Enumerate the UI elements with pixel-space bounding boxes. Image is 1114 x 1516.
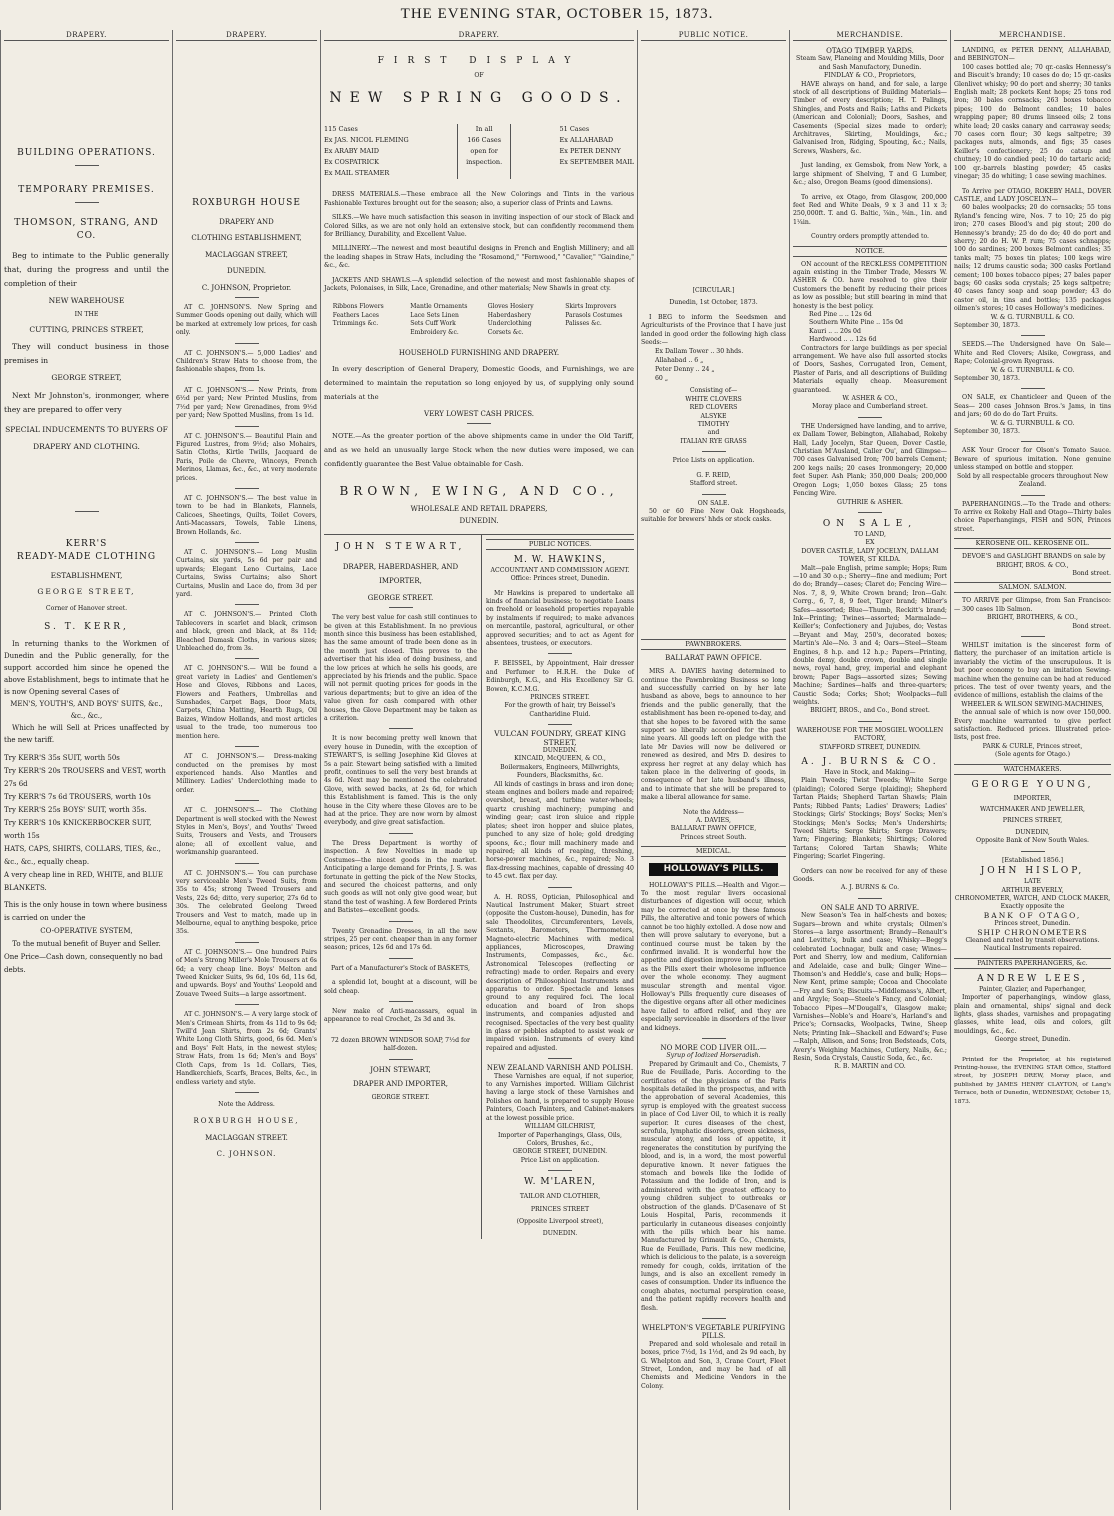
ad-line: BRIGHT, BROS. & CO., — [996, 561, 1069, 569]
ad-line: MACLAGGAN STREET, — [205, 250, 288, 259]
ad-line: PRINCES STREET, — [1002, 817, 1063, 825]
ad-body: In returning thanks to the Workmen of Dunedin and the Public generally, for the support accorded him since he opened the above Establishment, begs to intimate that he is now Opening several Cases of — [4, 640, 169, 697]
shipment-line: Ex PETER DENNY — [559, 147, 621, 156]
ad-line: DRAPER, HABERDASHER, AND IMPORTER, — [342, 562, 459, 585]
seed-list — [641, 347, 786, 383]
ad-line: W. ASHER & CO., — [842, 395, 898, 403]
advertiser-name: THOMSON, STRANG, AND CO. — [14, 218, 159, 241]
goods-list-column: Mantle Ornaments Lace Sets Linen Sets Cuff Work Embroidery &c. — [410, 303, 468, 336]
ad-line: DUNEDIN. — [226, 267, 267, 276]
ad-paragraph: NOTE.—As the greater portion of the above shipments came in under the Old Tariff, and as we held an unusually large Stock when the new duties were imposed, we can confidently guarantee the Best Value obtainable for Cash. — [324, 431, 634, 468]
ad-line: Bond street. — [1072, 569, 1111, 577]
goods-list-column: Skirts Improvers Parasols Costumes Palisses &c. — [565, 303, 623, 328]
ad-paragraph: MRS A. DAVIES having determined to continue the Pawnbroking Business so long and successfully carried on by her late husband as above, begs to announce to her friends and the public generally, that the establishment has been re-opened to-day, and that she hopes to be favored with the same support so liberally accorded for the past nine years. All goods left on pledge with the late Mr Davies will now be delivered or renewed as desired, and Mrs D. desires to express her regret at any delay which has taken place in the delivering of goods, in consequence of her late husband's illness, and to intimate that she will be prepared to make a liberal allowance for same. — [641, 668, 786, 802]
price-line: Southern White Pine .. 15s 0d — [809, 319, 903, 327]
goods-list-column: Ribbons Flowers Feathers Laces Trimmings &c. — [332, 303, 384, 328]
section-header: PAWNBROKERS. — [641, 639, 786, 650]
ad-line: Part of a Manufacturer's Stock of BASKETS, — [330, 964, 471, 972]
ad-paragraph: Twenty Grenadine Dresses, in all the new stripes, 25 per cent. cheaper than in any former season; prices, 12s 6d and 17s 6d. — [324, 927, 477, 952]
ad-line: SHIP CHRONOMETERS — [977, 927, 1088, 937]
column-public-notice — [637, 30, 789, 1510]
ad-line: TO LAND, — [854, 530, 886, 538]
ad-paragraph: AT C. JOHNSON'S.— Printed Cloth Tablecovers in scarlet and black, crimson and black, green and black, at 8s 11d; Bleached Damask Cloths, in various sizes; Unbleached do, from 3s. — [176, 611, 317, 653]
ad-line: BALLARAT PAWN OFFICE, — [670, 825, 757, 833]
ad-line: DRAPER AND IMPORTER, — [352, 1080, 449, 1088]
ad-line: FINDLAY & CO., Proprietors, — [823, 72, 917, 80]
ad-paragraph: AT C. JOHNSON'S.— The best value in town to be had in Blankets, Flannels, Calicoes, Sheetings, Quilts, Toilet Covers, Anti-Macassars, Towels, Table Linens, Brown Hollands, &c. — [176, 494, 317, 536]
ad-line: GEORGE STREET. — [371, 1094, 430, 1102]
column-header: DRAPERY. — [324, 30, 634, 41]
ad-line: TAILOR AND CLOTHIER, — [519, 1193, 601, 1201]
ad-line: GEORGE STREET, DUNEDIN. — [512, 1148, 608, 1156]
advertiser-name: NO MORE COD LIVER OIL.— — [660, 1043, 767, 1052]
shipment-line: Ex COSPATRICK — [324, 158, 379, 167]
ad-line: Cleaned and rated by transit observations. Nautical Instruments repaired. — [965, 936, 1100, 953]
ad-line: September 30, 1873. — [954, 322, 1020, 329]
holloways-pills-logo: HOLLOWAY'S PILLS. — [649, 863, 778, 875]
shipment-line: inspection. — [466, 158, 503, 167]
ad-line: A. J. BURNS & Co. — [840, 884, 900, 892]
ad-paragraph: 60 bales woolpacks; 20 do cornsacks; 55 tons Ryland's fencing wire, Nos. 7 to 10; 25 do pig iron; 270 cases Blood's and pig stout; 200 do Hennessy's brandy; 25 do do do; 40 do port and sherry; 20 do H. W. P. rum; 75 cases schnapps; 100 do sardines; 200 boxes Belmont candles; 35 tanks malt; 75 boxes tin plates; 100 kegs wire nails; 12 drums caustic soda; 300 casks Portland cement; 100 boxes tobacco pipes; 27 bales paper bags; 60 casks soda crystals; 25 kegs saltpetre; 40 cases fancy soap and soap powder; 43 do castor oil, in tins and bottles; 135 packages oilmen's stores; 10 cases Holloway's medicines. — [954, 204, 1111, 313]
ad-line: ACCOUNTANT AND COMMISSION AGENT. — [490, 566, 630, 574]
column-header: DRAPERY. — [176, 30, 317, 41]
ad-paragraph: ON SALE, ex Chanticleer and Queen of the Seas— 200 cases Johnson Bros.'s Jams, in tins and jars; 60 do do do Tart Fruits. — [954, 394, 1111, 419]
ad-body: They will conduct business in those premises in — [4, 342, 169, 366]
ad-line: ALSYKE — [700, 412, 727, 420]
imprint: Printed for the Proprietor, at his registered Printing-house, the EVENING STAR Office, Stafford street, by JOSEPH DREW, Moray place, and published by JAMES HENRY CLAYTON, of Lang's Terrace, both of Dunedin, WEDNESDAY, October 15, 1873. — [954, 1056, 1111, 1105]
ad-paragraph: AT C. JOHNSON'S.— 5,000 Ladies' and Children's Straw Hats to choose from, the fashionable shapes, from 1s. — [176, 349, 317, 374]
advertiser-name: S. T. KERR, — [44, 622, 129, 633]
advertiser-name: ANDREW LEES, — [977, 973, 1088, 984]
advertiser-name: BROWN, EWING, AND CO., — [339, 483, 619, 498]
ad-line: Country orders promptly attended to. — [810, 233, 930, 241]
column-merchandise-2 — [950, 30, 1114, 1510]
ad-paragraph: Prepared and sold wholesale and retail in boxes, price 7½d, 1s 1½d, and 2s 9d each, by G. Whelpton and Son, 3, Crane Court, Fleet Street, London, and may be had of all Chemists and Medicine Vendors in the Colony. — [641, 1340, 786, 1390]
ad-line: Bond street. — [1072, 622, 1111, 630]
column-header: PUBLIC NOTICE. — [641, 30, 786, 41]
shipment-line: 115 Cases — [324, 125, 358, 134]
ad-paragraph: DEVOE'S and GASLIGHT BRANDS on sale by — [962, 553, 1106, 561]
price-list — [793, 311, 947, 345]
seed-line: Peter Denny .. 24 „ — [655, 366, 715, 374]
column-merchandise-1 — [789, 30, 950, 1510]
ad-line: KINCAID, McQUEEN, & CO., — [514, 755, 606, 763]
ad-paragraph: Orders can now be received for any of these Goods. — [793, 867, 947, 883]
ad-line: IN THE — [74, 311, 99, 319]
price-line: Red Pine .. .. 12s 6d — [809, 310, 872, 318]
ad-paragraph: LANDING, ex PETER DENNY, ALLAHABAD, and BEBINGTON— — [954, 47, 1111, 63]
ad-line: Exactly opposite the — [1000, 903, 1065, 911]
ad-paragraph: In every description of General Drapery, Domestic Goods, and Furnishings, we are determined to maintain the reputation so long enjoyed by us, of supplying only sound materials at the — [324, 364, 634, 401]
ad-paragraph: a splendid lot, bought at a discount, will be sold cheap. — [324, 979, 477, 995]
lower-split — [324, 534, 634, 1239]
shipment-line: 166 Cases — [467, 136, 502, 145]
section-header: KEROSENE OIL. KEROSENE OIL. — [954, 538, 1111, 549]
ad-paragraph: Contractors for large buildings as per special arrangement. We have also full assorted stocks of Doors, Sashes, Corrugated Iron, Cement, Plaster of Paris, and all descriptions of Building Materials equally cheap. Measurement guaranteed. — [793, 344, 947, 394]
section-header: WATCHMAKERS. — [954, 764, 1111, 775]
ad-paragraph: JACKETS AND SHAWLS.—A splendid selection of the newest and most fashionable shapes of Jackets, Polonaises, in Silk, Lace, Grenadine, and other materials; New Shawls in great cty. — [324, 276, 634, 293]
ad-line: CO-OPERATIVE SYSTEM, — [40, 927, 133, 936]
ad-line: STAFFORD STREET, DUNEDIN. — [819, 743, 921, 751]
ad-line: TIMOTHY — [697, 421, 730, 429]
ad-line: IMPORTER, — [1013, 794, 1052, 802]
advertiser-name: NEW ZEALAND VARNISH AND POLISH. — [486, 1064, 634, 1073]
ad-line: WILLIAM GILCHRIST, — [524, 1123, 596, 1131]
advertiser-name: VULCAN FOUNDRY, GREAT KING STREET, — [494, 729, 626, 747]
ad-paragraph: The very best value for cash still continues to be given at this Establishment. In no previous month since this business has been established, has the same amount of trade been done as in the month just closed. This proves to the advertiser that his idea of doing business, and the low prices at which he sells his goods, are appreciated by his friends and the public. Space will not permit quoting prices for goods in the various departments; but to give an idea of the value given for cash compared with other houses, the Glove Department may be taken as a criterion. — [324, 614, 477, 722]
ad-line: Try KERR'S 7s 6d TROUSERS, worth 10s — [4, 793, 151, 802]
seed-line: Allahabad .. 6 „ — [655, 357, 704, 365]
ad-paragraph: AT C. JOHNSON'S.— New Prints, from 6½d per yard; New Printed Muslins, from 7½d per yard; New Grenadines, from 9½d per yard; New Spotted Muslins, from 1s 1d. — [176, 386, 317, 420]
ad-paragraph: WHILST imitation is the sincerest form of flattery, the purchaser of an imitation article is invariably the victim of the unscrupulous. It is but poor economy to buy an imitation Sewing-machine when the genuine can be had at reduced prices. The test of over twenty years, and the evidence of millions, establish the claims of the — [954, 641, 1111, 700]
ad-paragraph: 50 or 60 Fine New Oak Hogsheads, suitable for brewers' hhds or stock casks. — [641, 507, 786, 524]
advertiser-name: BALLARAT PAWN OFFICE. — [665, 653, 762, 662]
shipment-line: In all — [475, 125, 493, 134]
ad-body: Beg to intimate to the Public generally that, during the progress and until the completion of their — [4, 251, 169, 288]
ad-heading: KERR'S — [65, 539, 108, 550]
shipment-line: Ex ARABY MAID — [324, 147, 379, 156]
advertiser-name: OTAGO TIMBER YARDS. — [826, 47, 914, 55]
ad-line: Syrup of Iodized Horseradish. — [666, 1052, 761, 1060]
ad-line: ON SALE. — [697, 499, 730, 507]
ad-line: Note the Address— — [683, 808, 744, 816]
ad-paragraph: Plain Tweeds; Twist Tweeds; White Serge (plaiding); Colored Serge (plaiding); Shepherd Tartan Plaids; Shepherd Tartan Shawls; Plain Pants; Ribbed Pants; Ladies' Drawers; Ladies' Stockings; Girls' Stockings; Boys' Socks; Men's Stockings; Men's Socks; Men's Undershirts; Tweed Shirts; Serge Shirts; Serge Drawers; Yarn; Fingering; Blankets; Shirtings; Colored Tartans; Colored Tartan Shawls; White Fingering; Scarlet Fingering. — [793, 777, 947, 861]
ad-line: WHITE CLOVERS — [685, 395, 742, 403]
advertiser-name: WHELPTON'S VEGETABLE PURIFYING PILLS. — [641, 1323, 786, 1341]
ad-line: Office: Princes street, Dunedin. — [510, 575, 610, 583]
ad-paragraph: AT C. JOHNSON'S. New Spring and Summer Goods opening out daily, which will be marked at extremely low prices, for cash only. — [176, 304, 317, 337]
ad-line: DUNEDIN. — [542, 747, 578, 755]
ad-line: Note the Address. — [218, 1100, 275, 1108]
ad-line: C. JOHNSON, Proprietor. — [201, 283, 292, 292]
ad-line: CLOTHING ESTABLISHMENT, — [191, 234, 302, 243]
ad-line: GEORGE STREET, — [51, 373, 122, 383]
ad-line: Princes street, Dunedin. — [994, 920, 1071, 928]
shipment-line: Ex ALLAHABAD — [559, 136, 614, 145]
ad-title: FIRST DISPLAY — [377, 56, 581, 66]
ad-paragraph: AT C. JOHNSON'S.— Dress-making conducted on the premises by most experienced hands. Also Mantles and Millinery. Ladies' Underclothing made to order. — [176, 753, 317, 794]
ad-paragraph: Malt—pale English, prime sample; Hops; Rum—10 and 30 o.p.; Sherry—fine and medium; Port do do; Brandy—cases; Claret do; Fencing Wire—Nos. 7, 8, 9, White Crown brand; Iron—Galv. Corrg., 6, 7, 8, 9 feet, Tiger brand; Milner's Safes—assorted; Blue—Thumb, Reckitt's brand; Ink—Printing; Twines—assorted; Marmalade—Keiller's; Confectionery and Jujubes, do; Vestas—Bryant and May, 250's, decorated boxes; Martin's Ale—No. 3 and 4; Oars—Steel—Steam Engines, 8 h.p. and 12 h.p.; Papers—Printing, double demy, double crown, double and single news, royal hand, grey, imperial and elephant brown; Paper Bags—assorted sizes; Sewing Machine; Sardines—halfs and three-quarters; Caustic Soda; Corks; Shot; Woolpacks—full weights. — [793, 564, 947, 707]
ad-paragraph: F. BEISSEL, by Appointment, Hair dresser and Perfumer to H.R.H. the Duke of Edinburgh, K.G., and His Excellency Sir G. Bowen, K.C.M.G. — [486, 660, 634, 693]
advertiser-name: GEORGE YOUNG, — [971, 779, 1094, 790]
ad-paragraph: DRESS MATERIALS.—These embrace all the New Colorings and Tints in the various Fashionable Textures brought out for the season; also, a superior class of Prints and Lawns. — [324, 191, 634, 207]
price-line: Kauri .. .. 20s 0d — [809, 327, 861, 335]
column-drapery-1 — [0, 30, 172, 1510]
ad-line: Try KERR'S 20s TROUSERS and VEST, worth 27s 6d — [4, 767, 166, 789]
ad-line: DOVER CASTLE, LADY JOCELYN, DALLAM TOWER, ST KILDA. — [801, 547, 939, 564]
ad-line: Painter, Glazier, and Paperhanger, — [979, 985, 1086, 993]
ad-line: W. & G. TURNBULL & CO. — [990, 366, 1075, 374]
ad-paragraph: To arrive, ex Otago, from Glasgow, 200,000 feet Red and White Deals, 9 x 3 and 11 x 3; 250,000ft. T. and G. Baltic, ⅞in., ⅝in., 1in. and 1¼in. — [793, 193, 947, 226]
shipment-table — [324, 124, 634, 179]
shipment-line: Ex MAIL STEAMER — [324, 169, 390, 178]
ad-line: September 30, 1873. — [954, 428, 1020, 436]
ad-paragraph: AT C. JOHNSON'S.— A very large stock of Men's Crimean Shirts, from 4s 11d to 9s 6d; Twill'd Jean Shirts, from 2s 6d; Grants' White Long Cloth Shirts, good, 6s 6d. Men's and Boys' Felt Hats, in the newest styles; Straw Hats, from 1s 6d; Men's and Boys' Cloth Caps, from 1s 1d. Collars, Ties, Handkerchiefs, Scarfs, Braces, Belts, &c., in endless variety and style. — [176, 1011, 317, 1086]
ad-line: BRIGHT, BROS., and Co., Bond street. — [810, 707, 930, 715]
ad-body: Next Mr Johnston's, ironmonger, where they are prepared to offer very — [4, 390, 169, 414]
ad-line: Have in Stock, and Making— — [824, 769, 916, 777]
ad-paragraph: I BEG to inform the Seedsmen and Agriculturists of the Province that I have just landed in good order the following high class Seeds:— — [641, 313, 786, 347]
ad-paragraph: To Arrive per OTAGO, ROKEBY HALL, DOVER CASTLE, and LADY JOSCELYN— — [954, 187, 1111, 203]
ad-line: A. DAVIES, — [696, 817, 731, 825]
ad-paragraph: AT C. JOHNSON'S.— One hundred Pairs of Men's Strong Miller's Mole Trousers at 6s 6d; a very cheap line. Boys' Melton and Tweed Knicker Suits, 9s 6d, 10s 6d, 11s 6d, and upwards. Boys' and Youths' Leopold and Zouave Tweed Suits—a large assortment. — [176, 948, 317, 998]
goods-list-column: Gloves Hosiery Haberdashery Underclothing Corsets &c. — [487, 303, 534, 336]
ad-paragraph: TO ARRIVE per Glimpse, from San Francisco:— 300 cases 1lb Salmon. — [954, 597, 1111, 613]
section-header: MEDICAL. — [641, 846, 786, 857]
ad-line: ESTABLISHMENT, — [50, 571, 123, 581]
column-drapery-2 — [172, 30, 320, 1510]
public-notices — [482, 535, 634, 1239]
ad-line: DUNEDIN. — [459, 517, 499, 526]
ad-line: PRINCES STREET. — [530, 694, 590, 701]
ad-line: VERY LOWEST CASH PRICES. — [424, 409, 534, 418]
ad-line: G. F. REID, — [696, 471, 731, 479]
ad-paragraph: New make of Anti-macassars, equal in appearance to real Crochet, 2s 3d and 3s. — [324, 1007, 477, 1024]
ad-heading: BUILDING OPERATIONS. — [17, 148, 156, 158]
ad-line: Opposite Bank of New South Wales. — [976, 837, 1089, 845]
ad-paragraph: AT C. JOHNSON'S.— Long Muslin Curtains, six yards, 5s 6d per pair and upwards; Elegant Leno Curtains, Lace Curtains, Swiss Curtains; also Short Curtains, Muslin and Lace do, from 3d per yard. — [176, 548, 317, 598]
ad-line: CUTTING, PRINCES STREET, — [29, 324, 144, 334]
column-header: MERCHANDISE. — [954, 30, 1111, 41]
ad-line: EX — [865, 539, 875, 547]
ad-line: Try KERR'S 25s BOYS' SUIT, worth 35s. — [4, 806, 147, 815]
ad-paragraph: the annual sale of which is now over 150,000. Every machine warranted to give perfect satisfaction. Reduced prices. Illustrated price-lists, post free. — [954, 709, 1111, 742]
ad-line: [CIRCULAR.] — [692, 287, 735, 294]
advertiser-name: A. J. BURNS & CO. — [801, 757, 939, 768]
ad-paragraph: A. H. ROSS, Optician, Philosophical and Nautical Instrument Maker, Stuart street (opposite the Custom-house), Dunedin, has for sale Theodolites, Circumferenters, Levels, Sextants, Barometers, Thermometers, Magneto-electric Machines with medical appliances, Microscopes, Drawing Instruments, Compasses, &c., &c. Astronomical Telescopes (reflecting or refracting) made to order. Repairs and every description of Philosophical Instruments and apparatus to order. Spectacle and lenses ground to any required foci. The local education and board of Iron shops instruments, and companies adjusted and recognised. Spectacles of the very best quality in glass or pebbles adapted to assist weak or impaired vision. Instruments of every kind repaired and adjusted. — [486, 893, 634, 1052]
ad-line: BANK OF OTAGO, — [983, 910, 1082, 920]
ad-line: ROXBURGH HOUSE, — [193, 1117, 300, 1126]
ad-paragraph: HAVE always on hand, and for sale, a large stock of all descriptions of Building Materials— Timber of every description; H. T. Palings, Shingles, and Posts and Rails; Laths and Pickets (American and Colonial); Doors, Sashes, and Casements (Special sizes made to order); Architraves, Skirting, Mouldings, &c.; Galvanised Iron, Ridging, Spouting, &c.; Nails, Screws, Washers, &c. — [793, 80, 947, 155]
shipment-line: Ex JAS. NICOL FLEMING — [324, 136, 409, 145]
seed-line: Ex Dallam Tower .. 30 hhds. — [655, 348, 744, 356]
seed-line: 60 „ — [655, 375, 669, 383]
goods-list — [324, 303, 634, 337]
ad-paragraph: New Season's Tea in half-chests and boxes; Sugars—brown and white crystals; Oilmen's Stores—a large assortment; Brandy—Renault's and Levitte's, bulk and case; Whisky—Begg's celebrated Lochnagar, bulk and case; Wines—Port and Sherry, low and medium, Californian and Adelaide, case and bulk; Ginger Wine—Thomson's and Heddle's, case and bulk; Hops—New Kent, prime sample; Cocoa and Chocolate—Fry and Son's; Biscuits—Middlemass's, Albert, and Argyle; Soap—Steele's Fancy, and Colonial; Tobacco Pipes—M'Dougall's, Glasgow make; Varnishes—Noble's and Hoare's, Harland's and Price's; Cornsacks, Woolpacks, Twine, Sheep Nets; Printing Ink—Shackell and Edward's; Fuse—Ralph, Allison, and Sons; Iron Bedsteads, Cots, Avery's Weighing Machines, Cutlery, Nails, &c.; Resin, Soda Crystals, Caustic Soda, &c., &c. — [793, 912, 947, 1063]
ad-line: (Sole agents for Otago.) — [994, 751, 1071, 759]
section-header: NOTICE. — [793, 246, 947, 257]
ad-body: Which he will Sell at Prices unaffected by the new tariff. — [4, 724, 169, 745]
ad-line: DUNEDIN, — [1015, 828, 1050, 836]
ad-paragraph: THE Undersigned have landing, and to arrive, ex Dallam Tower, Bebington, Allahabad, Rokeby Hall, Lady Jocelyn, Star Queen, Dover Castle, Christian M'Ausland, Caller Ou', and Glimpse— 700 cases Galvanised Iron; 700 barrels Cement; 200 kegs nails; 20 cases Ironmongery; 20,000 feet Super. Ash Plank; 350,000 Deals; 200,000 Oregon Logs; 1,050 boxes Glass; 25 tons Fencing Wire. — [793, 422, 947, 498]
ad-line: To the mutual benefit of Buyer and Seller. — [12, 940, 161, 949]
ad-line: WHEELER & WILSON SEWING-MACHINES, — [961, 700, 1104, 708]
ad-line: JOHN STEWART, — [370, 1065, 431, 1074]
ad-line: and — [707, 429, 720, 437]
ad-line: C. JOHNSON. — [216, 1150, 277, 1159]
shipment-line: Ex SEPTEMBER MAIL — [559, 158, 634, 167]
ad-line: ITALIAN RYE GRASS — [680, 437, 747, 445]
ad-paragraph: AT C. JOHNSON'S.— Beautiful Plain and Figured Lustres, from 9½d; also Mohairs, Satin Cloths, Kirtle Twills, Jacquard de Paris, Poile de Chevre, Winceys, French Merinos, Llamas, &c., &c., at very moderate prices. — [176, 432, 317, 482]
ad-line: Importer of Paperhangings, Glass, Oils, Colors, Brushes, &c., — [498, 1131, 622, 1147]
ad-paragraph: MILLINERY.—The newest and most beautiful designs in French and English Millinery; and all the leading shapes in Straw Hats, including the "Rosamond," "Fernwood," "Cavalier," "Gaindine," &c., &c. — [324, 245, 634, 270]
ad-paragraph: It is now becoming pretty well known that every house in Dunedin, with the exception of STEWART'S, is selling Josephine Kid Gloves at 5s a pair. Stewart being satisfied with a limited profit, continues to sell the very best brands at 4s 6d. Next may be mentioned the celebrated Glove, with sewed backs, at 2s 6d, for which this Establishment is famed. This is the only house in the City where these Gloves are to be had at the price. They are now worn by almost everybody, and give great satisfaction. — [324, 735, 477, 827]
ad-paragraph: HOLLOWAY'S PILLS.—Health and Vigor.—To the most regular livers occasional disturbances of digestion will occur, which may be corrected at once by these famous Pills, the alterative and tonic powers of which cannot be too highly extolled. A dose now and then will prove salutary to everyone, but a continued course must be taken by the confirmed invalid. It is wonderful how the appetite and digestion improve in proportion as the Pills exert their wholesome influence over the whole economy. They augment muscular strength and mental vigor. Holloway's Pills frequently cure diseases of the digestive organs after all other medicines have failed to afford relief, and they are especially serviceable in disorders of the liver and kidneys. — [641, 881, 786, 1032]
advertiser-name: JOHN HISLOP, — [980, 866, 1085, 877]
ad-line: Moray place and Cumberland street. — [812, 403, 928, 411]
ad-line: LATE — [1024, 878, 1041, 886]
ad-line: Dunedin, 1st October, 1873. — [669, 299, 758, 307]
price-line: Hardwood .. .. 12s 6d — [809, 336, 877, 344]
advertiser-name: W. M'LAREN, — [523, 1177, 597, 1188]
ad-line: OF — [474, 72, 484, 79]
column-header: MERCHANDISE. — [793, 30, 947, 41]
advertiser-name: ROXBURGH HOUSE — [192, 198, 301, 208]
ad-line: WATCHMAKER AND JEWELLER, — [979, 806, 1086, 814]
ad-line: MEN'S, YOUTH'S, AND BOYS' SUITS, &c., &c., &c., — [10, 700, 163, 721]
ad-line: 72 dozen BROWN WINDSOR SOAP, 7½d for half-dozen. — [331, 1036, 470, 1053]
section-header: SALMON. SALMON. — [954, 582, 1111, 593]
ad-line: George street, Dunedin. — [994, 1036, 1071, 1044]
ad-line: GEORGE STREET, — [37, 587, 136, 597]
ad-line: HATS, CAPS, SHIRTS, COLLARS, TIES, &c., &c., &c., equally cheap. — [4, 845, 161, 867]
column-drapery-3 — [320, 30, 637, 1510]
ad-heading: HOUSEHOLD FURNISHING AND DRAPERY. — [398, 349, 560, 358]
ad-line: DRAPERY AND — [219, 218, 274, 226]
ad-line: [Established 1856.] — [1001, 856, 1064, 864]
ad-line: CHRONOMETER, WATCH, AND CLOCK MAKER, — [954, 894, 1111, 902]
ad-line: Consisting of— — [689, 387, 738, 395]
ad-paragraph: PAPERHANGINGS.—To the Trade and others: To arrive ex Rokeby Hall and Otago—Thirty bales choice Paperhangings, FISH and SON, Princes street. — [954, 500, 1111, 533]
column-header: DRAPERY. — [4, 30, 169, 41]
ad-paragraph: Just landing, ex Gemsbok, from New York, a large shipment of Shelving, T and G Lumber, &c.; also, Oregon Beams (good dimensions). — [793, 162, 947, 187]
ad-line: WAREHOUSE FOR THE MOSGIEL WOOLLEN FACTORY, — [796, 726, 944, 743]
ad-paragraph: SILKS.—We have much satisfaction this season in inviting inspection of our stock of Black and Colored Silks, as we are not only hold an extensive stock, but can confidently recommend them for Brilliancy, Durability, and Excellent Value. — [324, 214, 634, 239]
ad-line: Princes street South. — [680, 833, 747, 841]
ad-line: September 30, 1873. — [954, 375, 1020, 383]
ad-line: Try KERR'S 10s KNICKERBOCKER SUIT, worth 15s — [4, 819, 152, 841]
ad-line: MACLAGGAN STREET. — [205, 1133, 288, 1142]
ad-title: ON SALE AND TO ARRIVE. — [820, 903, 920, 912]
ad-paragraph: These Varnishes are equal, if not superior, to any Varnishes imported. William Gilchrist having a large stock of these Varnishes and Polishes on hand, is prepared to supply House Painters, Coach Painters, and Cabinet-makers at the lowest possible price. — [486, 1072, 634, 1122]
ad-line: Boilermakers, Engineers, Millwrights, Founders, Blacksmiths, &c. — [500, 763, 620, 780]
ad-line: SPECIAL INDUCEMENTS TO BUYERS OF — [5, 424, 168, 434]
ad-paragraph: The Dress Department is worthy of inspection. A few Novelties in made up Costumes—the nicest goods in the market. Anticipating a large demand for Prints, J. S. was fortunate in getting the pick of the New Stocks, and secured the choicest patterns, and only such goods as will not only give good wear, but stand the test of washing. A few Bordered Prints and Batistes—excellent goods. — [324, 839, 477, 915]
advertiser-name: M. W. HAWKINS, — [513, 554, 607, 565]
ad-line: Sold by all respectable grocers throughout New Zealand. — [956, 472, 1109, 489]
ad-line: Price List on application. — [520, 1156, 600, 1164]
ad-line: GUTHRIE & ASHER. — [837, 498, 903, 506]
ad-line: (Opposite Liverpool street), — [516, 1217, 604, 1225]
ad-line: Price Lists on application. — [672, 457, 755, 465]
ad-line: BRIGHT, BROTHERS, & CO., — [987, 614, 1078, 622]
ad-paragraph: AT C. JOHNSON'S.— Will be found a great variety in Ladies' and Gentlemen's Hose and Gloves, Ribbons and Laces, Flowers and Feathers, Umbrellas and Sunshades, Carpet Bags, Door Mats, Carpets, China Matting, Hearth Rugs, Oil Baizes, Window Hollands, and most articles usual to the trade, too numerous too mention here. — [176, 665, 317, 740]
ad-heading: READY-MADE CLOTHING — [16, 552, 157, 563]
ad-paragraph: ASK Your Grocer for Olson's Tomato Sauce. Beware of spurious imitation. None genuine unless stamped on bottle and stopper. — [954, 447, 1111, 472]
section-header: PUBLIC NOTICES. — [486, 539, 634, 550]
ad-line: DRAPERY AND CLOTHING. — [33, 441, 140, 451]
ad-line: PRINCES STREET — [530, 1205, 590, 1213]
ad-line: A very cheap line in RED, WHITE, and BLUE BLANKETS. — [4, 871, 163, 893]
ad-paragraph: 100 cases bottled ale; 70 qr.-casks Hennessy's and Biscuit's brandy; 10 cases do do; 15 qr.-casks Glenlivet whisky; 90 do port and sherry; 30 tanks English malt; 28 pockets Kent hops; 25 tons rod iron; 30 bales cornsacks; 263 boxes tobacco pipes; 100 do Belmont candles; 10 bales wrapping paper; 80 drums linseed oils; 2 tons white lead; 20 casks canary and carraway seeds; 70 cases corn flour; 30 kegs saltpetre; 39 packages nuts, almonds, and figs; 35 cases Keiller's confectionery; 25 do catsup and chutney; 10 do candied peel; 10 do tartaric acid; 100 qr.-barrels blasting powder; 45 casks vinegar; 35 do whiting; 1 case sewing machines. — [954, 63, 1111, 181]
ad-line: Stafford street. — [689, 480, 738, 488]
ad-line: RED CLOVERS — [689, 404, 738, 412]
ad-paragraph: Mr Hawkins is prepared to undertake all kinds of financial business; to negotiate Loans on freehold or leasehold properties repayable by instalments if required; to make advances on mercantile, pastoral, agricultural, or other approved securities; and to act as Agent for absentees, trustees, or executors. — [486, 589, 634, 647]
ad-paragraph: ON account of the RECKLESS COMPETITION again existing in the Timber Trade, Messrs W. ASHER & CO. have resolved to give their Customers the benefit by reducing their prices as low as possible; but still bearing in mind that honesty is the best policy. — [793, 260, 947, 310]
ad-paragraph: All kinds of castings in brass and iron done; steam engines and boilers made and repaired; overshot, breast, and turbine water-wheels; quartz crushing machinery; pumping and winding gear; cast iron sluice and ripple plates; sheet iron hopper and sluice plates, punched to any size of hole; gold dredging spoons, &c.; flour mill machinery made and repaired; all kinds of reaping, threshing, horse-power machines, &c., repaired; No. 3 flax-dressing machines, capable of dressing 40 to 45 cwt. flax per day. — [486, 780, 634, 881]
shipment-line: open for — [470, 147, 498, 156]
ad-line: Corner of Hanover street. — [45, 604, 128, 612]
ad-line: W. & G. TURNBULL & CO. — [990, 419, 1075, 427]
ad-line: PARK & CURLE, Princes street, — [982, 742, 1083, 750]
ad-paragraph: AT C. JOHNSON'S.— The Clothing Department is well stocked with the Newest Styles in Men's, Boys', and Youths' Tweed Suits, Trousers and Vests, and Trousers alone; all of excellent value, and workmanship guaranteed. — [176, 807, 317, 857]
ad-line: Steam Saw, Planeing and Moulding Mills, Door and Sash Manufactory, Dunedin. — [796, 55, 944, 71]
ad-line: NEW WAREHOUSE — [48, 296, 125, 305]
advertiser-name: JOHN STEWART, — [335, 541, 466, 552]
ad-line: Try KERR'S 35s SUIT, worth 50s — [4, 754, 120, 763]
ad-line: ARTHUR BEVERLY, — [1001, 886, 1064, 894]
ad-paragraph: AT C. JOHNSON'S.— You can purchase very serviceable Men's Tweed Suits, from 35s to 45s; strong Tweed Trousers and Vests, 22s 6d; ditto, very superior, 27s 6d to 30s. The celebrated Geelong Tweed Trousers and Vest to match, made up in Melbourne, equal to anything bespoke, price 35s. — [176, 869, 317, 936]
ad-line: One Price—Cash down, consequently no bad debts. — [4, 953, 163, 975]
ad-paragraph: Importer of paperhangings, window glass, plain and ornamental, ships' signal and deck lights, glass shades, varnishes and propagating glasses, white lead, oils and colors, gilt mouldings, &c., &c. — [954, 994, 1111, 1035]
stewart-ad — [324, 535, 482, 1239]
ad-line: GEORGE STREET. — [367, 593, 434, 602]
ad-subheading: TEMPORARY PREMISES. — [18, 185, 155, 195]
masthead: THE EVENING STAR, OCTOBER 15, 1873. — [400, 6, 714, 22]
ad-line: R. B. MARTIN and CO. — [834, 1063, 906, 1071]
ad-title: NEW SPRING GOODS. — [329, 90, 629, 107]
ad-title: ON SALE, — [822, 518, 918, 529]
section-header: PAINTERS PAPERHANGERS, &c. — [954, 958, 1111, 969]
ad-paragraph: SEEDS.—The Undersigned have On Sale— White and Red Clovers; Alsike, Cowgrass, and Rape; Colonial-grown Ryegrass. — [954, 341, 1111, 366]
ad-line: W. & G. TURNBULL & CO. — [990, 313, 1075, 321]
shipment-line: 51 Cases — [559, 125, 590, 134]
ad-line: DUNEDIN. — [542, 1230, 578, 1238]
ad-line: WHOLESALE AND RETAIL DRAPERS, — [410, 504, 548, 513]
ad-line: This is the only house in town where business is carried on under the — [4, 901, 168, 923]
ad-line: For the growth of hair, try Beissel's Cantharidine Fluid. — [504, 702, 616, 718]
ad-paragraph: Prepared by Grimault and Co., Chemists, 7 Rue de Feuillade, Paris. According to the certificates of the physicians of the Paris hospitals detailed in the prospectus, and with the approbation of several Academies, this syrup is employed with the greatest success in place of Cod Liver Oil, to which it is really superior. It cures diseases of the chest, scrofula, lymphatic disorders, green sickness, muscular atony, and loss of appetite, it regenerates the constitution by purifying the blood, and is, in a word, the most powerful depurative known. It never fatigues the stomach and bowels like the Iodide of Potassium and the Iodide of Iron, and is administered with the greatest efficacy to young children subject to outbreaks or obstruction of the glands. D'Casenave of St Louis Hospital, Paris, recommends it particularly in cutaneous diseases conjointly with the pills which bear his name. Manufactured by Grimault & Co., Chemists, Rue de Feuillade, Paris. This new medicine, which is delicious to the palate, is a sovereign remedy for cough, colds, irritation of the lungs, and is also an excellent remedy in cases of consumption. Under its influence the cough abates, nocturnal perspiration cease, and the patient rapidly recovers health and flesh. — [641, 1060, 786, 1312]
